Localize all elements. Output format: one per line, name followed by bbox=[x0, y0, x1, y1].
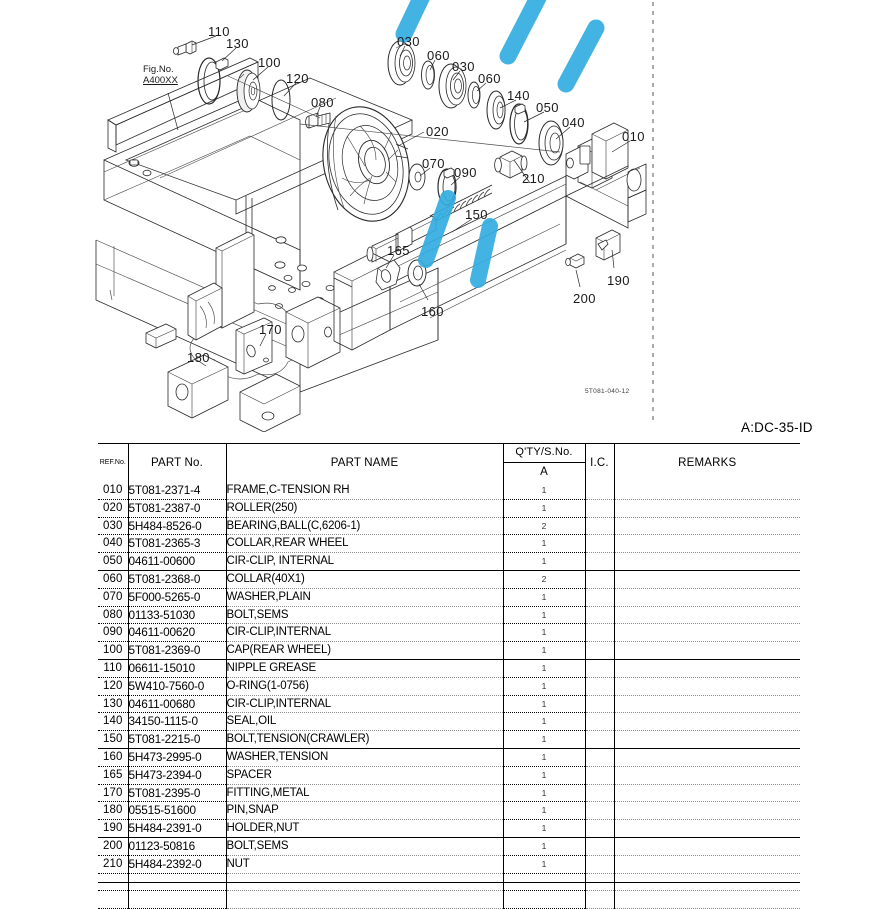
cell-qty: 1 bbox=[503, 606, 585, 624]
cell-part-name: NIPPLE GREASE bbox=[226, 659, 503, 677]
header-remarks: REMARKS bbox=[678, 456, 737, 469]
table-row[interactable] bbox=[98, 748, 800, 766]
callout-150-17: 150 bbox=[465, 207, 488, 222]
cell-part-no: 5W410-7560-0 bbox=[128, 677, 226, 695]
cell-remarks bbox=[614, 499, 800, 517]
table-row[interactable] bbox=[98, 891, 800, 909]
cell-part-name: CIR-CLIP,INTERNAL bbox=[226, 695, 503, 713]
cell-ic bbox=[585, 624, 614, 642]
callout-210-16: 210 bbox=[522, 171, 545, 186]
cell-part-no: 04611-00620 bbox=[128, 624, 226, 642]
cell-remarks bbox=[614, 677, 800, 695]
cell-ic bbox=[585, 820, 614, 838]
bolt-sems-200 bbox=[566, 254, 584, 268]
table-head bbox=[98, 443, 800, 482]
cell-ref-no: 050 bbox=[98, 553, 128, 571]
cir-clip-130 bbox=[198, 58, 228, 104]
header-ic: I.C. bbox=[585, 443, 614, 482]
cell-qty: 1 bbox=[503, 553, 585, 571]
callout-010-12: 010 bbox=[622, 129, 645, 144]
cell-qty bbox=[503, 891, 585, 909]
cell-remarks bbox=[614, 642, 800, 660]
cell-part-name: SPACER bbox=[226, 766, 503, 784]
rear-support-box bbox=[628, 190, 646, 222]
cell-ref-no: 040 bbox=[98, 535, 128, 553]
callout-060-6: 060 bbox=[427, 48, 450, 63]
table-row[interactable] bbox=[98, 802, 800, 820]
table-body bbox=[98, 482, 800, 909]
cell-part-no bbox=[128, 891, 226, 909]
cell-ref-no: 110 bbox=[98, 659, 128, 677]
cell-ic bbox=[585, 677, 614, 695]
callout-180-23: 180 bbox=[187, 350, 210, 365]
cell-ref-no: 190 bbox=[98, 820, 128, 838]
cell-remarks bbox=[614, 570, 800, 588]
table-row[interactable] bbox=[98, 837, 800, 855]
callout-060-8: 060 bbox=[478, 71, 501, 86]
cell-part-no: 5T081-2369-0 bbox=[128, 642, 226, 660]
callout-190-20: 190 bbox=[607, 273, 630, 288]
header-part-name: PART NAME bbox=[226, 443, 503, 482]
cell-ref-no: 080 bbox=[98, 606, 128, 624]
cell-part-no: 04611-00600 bbox=[128, 553, 226, 571]
cell-ic bbox=[585, 570, 614, 588]
cell-ic bbox=[585, 535, 614, 553]
cell-ref-no: 180 bbox=[98, 802, 128, 820]
table-row[interactable] bbox=[98, 517, 800, 535]
cell-remarks bbox=[614, 482, 800, 499]
cell-qty: 2 bbox=[503, 517, 585, 535]
callout-100-2: 100 bbox=[258, 55, 281, 70]
cap-rear-wheel-100 bbox=[237, 70, 260, 112]
cell-part-no: 04611-00680 bbox=[128, 695, 226, 713]
cell-ref-no: 140 bbox=[98, 713, 128, 731]
cell-ic bbox=[585, 748, 614, 766]
cell-remarks bbox=[614, 784, 800, 802]
cell-part-name: FITTING,METAL bbox=[226, 784, 503, 802]
cell-qty: 1 bbox=[503, 642, 585, 660]
cell-ref-no: 010 bbox=[98, 482, 128, 499]
diagram-linework bbox=[0, 0, 894, 432]
cell-ref-no: 060 bbox=[98, 570, 128, 588]
cell-qty: 1 bbox=[503, 677, 585, 695]
cell-ic bbox=[585, 642, 614, 660]
fitting-metal-body bbox=[286, 297, 340, 368]
cell-part-name: CIR-CLIP, INTERNAL bbox=[226, 553, 503, 571]
table-row[interactable] bbox=[98, 855, 800, 873]
callout-110-0: 110 bbox=[208, 24, 230, 39]
cell-qty: 1 bbox=[503, 499, 585, 517]
cell-remarks bbox=[614, 820, 800, 838]
table-row[interactable] bbox=[98, 553, 800, 571]
cell-part-no: 5T081-2215-0 bbox=[128, 731, 226, 749]
callout-020-13: 020 bbox=[426, 124, 449, 139]
cell-part-no: 5H484-8526-0 bbox=[128, 517, 226, 535]
cell-ref-no: 120 bbox=[98, 677, 128, 695]
table-row[interactable] bbox=[98, 713, 800, 731]
cell-qty: 1 bbox=[503, 802, 585, 820]
cell-part-no: 5T081-2387-0 bbox=[128, 499, 226, 517]
cell-part-name: FRAME,C-TENSION RH bbox=[226, 482, 503, 499]
table-row[interactable] bbox=[98, 659, 800, 677]
cell-ic bbox=[585, 499, 614, 517]
cell-ic bbox=[585, 517, 614, 535]
callout-140-9: 140 bbox=[507, 88, 530, 103]
cell-part-no: 5H484-2392-0 bbox=[128, 855, 226, 873]
cell-qty: 1 bbox=[503, 855, 585, 873]
callout-160-19: 160 bbox=[421, 304, 444, 319]
callout-130-1: 130 bbox=[226, 36, 249, 51]
cell-part-name: PIN,SNAP bbox=[226, 802, 503, 820]
cell-qty: 1 bbox=[503, 748, 585, 766]
cell-remarks bbox=[614, 748, 800, 766]
cell-remarks bbox=[614, 659, 800, 677]
cell-ref-no: 160 bbox=[98, 748, 128, 766]
cell-ref-no: 170 bbox=[98, 784, 128, 802]
cell-part-name: SEAL,OIL bbox=[226, 713, 503, 731]
cell-part-no: 5F000-5265-0 bbox=[128, 588, 226, 606]
cell-ref-no: 130 bbox=[98, 695, 128, 713]
holder-nut-190 bbox=[596, 230, 620, 260]
cell-qty: 1 bbox=[503, 713, 585, 731]
cell-ref-no: 100 bbox=[98, 642, 128, 660]
cell-remarks bbox=[614, 588, 800, 606]
fig-no-value: A400XX bbox=[143, 75, 178, 86]
cell-part-no: 01123-50816 bbox=[128, 837, 226, 855]
cell-qty: 1 bbox=[503, 695, 585, 713]
cell-ref-no: 020 bbox=[98, 499, 128, 517]
cell-ref-no: 070 bbox=[98, 588, 128, 606]
callout-170-22: 170 bbox=[259, 322, 282, 337]
cell-ref-no: 165 bbox=[98, 766, 128, 784]
cell-qty: 1 bbox=[503, 659, 585, 677]
table-row[interactable] bbox=[98, 677, 800, 695]
cell-part-no: 05515-51600 bbox=[128, 802, 226, 820]
callout-030-5: 030 bbox=[397, 34, 420, 49]
table-row[interactable] bbox=[98, 784, 800, 802]
collar-rear-wheel-040 bbox=[539, 121, 563, 165]
table-row[interactable] bbox=[98, 535, 800, 553]
cell-part-no: 5H473-2995-0 bbox=[128, 748, 226, 766]
highlight-marks bbox=[404, 0, 596, 280]
cell-ic bbox=[585, 766, 614, 784]
cell-remarks bbox=[614, 802, 800, 820]
cell-part-name: ROLLER(250) bbox=[226, 499, 503, 517]
cell-part-name: COLLAR(40X1) bbox=[226, 570, 503, 588]
cell-qty: 1 bbox=[503, 588, 585, 606]
drawing-code: 5T081-040-12 bbox=[585, 388, 630, 395]
cell-part-name: NUT bbox=[226, 855, 503, 873]
cell-part-no: 06611-15010 bbox=[128, 659, 226, 677]
cell-ic bbox=[585, 713, 614, 731]
callout-070-14: 070 bbox=[422, 156, 445, 171]
cell-remarks bbox=[614, 766, 800, 784]
cell-remarks bbox=[614, 855, 800, 873]
cell-qty: 1 bbox=[503, 624, 585, 642]
cell-remarks bbox=[614, 553, 800, 571]
cell-part-name: BOLT,SEMS bbox=[226, 606, 503, 624]
cell-ic bbox=[585, 553, 614, 571]
cell-qty: 1 bbox=[503, 820, 585, 838]
cell-ref-no: 030 bbox=[98, 517, 128, 535]
table-bottom-rule bbox=[98, 882, 800, 883]
cell-ic bbox=[585, 891, 614, 909]
cell-qty: 2 bbox=[503, 570, 585, 588]
small-bracket-lower-left bbox=[146, 324, 176, 348]
cell-ic bbox=[585, 588, 614, 606]
header-ref-no: REF.No. bbox=[99, 459, 126, 466]
fig-no-key: Fig.No. bbox=[143, 64, 174, 75]
cell-ref-no bbox=[98, 891, 128, 909]
cell-ic bbox=[585, 784, 614, 802]
table-row[interactable] bbox=[98, 642, 800, 660]
cell-qty: 1 bbox=[503, 837, 585, 855]
cell-part-no: 01133-51030 bbox=[128, 606, 226, 624]
cell-ref-no: 090 bbox=[98, 624, 128, 642]
cell-ic bbox=[585, 731, 614, 749]
cell-part-name: BEARING,BALL(C,6206-1) bbox=[226, 517, 503, 535]
parts-list-table-container bbox=[0, 432, 894, 894]
cell-ic bbox=[585, 659, 614, 677]
header-part-no: PART No. bbox=[128, 443, 226, 482]
cell-part-no: 5T081-2368-0 bbox=[128, 570, 226, 588]
exploded-parts-diagram bbox=[0, 0, 894, 435]
cell-ic bbox=[585, 695, 614, 713]
header-qty-sub: A bbox=[503, 463, 585, 483]
cell-part-name: CAP(REAR WHEEL) bbox=[226, 642, 503, 660]
cell-ic bbox=[585, 802, 614, 820]
cell-remarks bbox=[614, 695, 800, 713]
wedge-left bbox=[188, 283, 222, 340]
cell-part-name: BOLT,TENSION(CRAWLER) bbox=[226, 731, 503, 749]
seal-oil-140 bbox=[487, 91, 505, 129]
nipple-grease-110 bbox=[173, 41, 196, 55]
cell-part-no: 5T081-2365-3 bbox=[128, 535, 226, 553]
cell-part-no: 5H473-2394-0 bbox=[128, 766, 226, 784]
cell-part-name: WASHER,PLAIN bbox=[226, 588, 503, 606]
cell-part-no: 5T081-2395-0 bbox=[128, 784, 226, 802]
guide-block-lower-2 bbox=[240, 374, 300, 432]
table-row[interactable] bbox=[98, 588, 800, 606]
fig-no-label bbox=[143, 64, 178, 86]
table-row[interactable] bbox=[98, 695, 800, 713]
cell-part-name bbox=[226, 891, 503, 909]
cell-qty: 1 bbox=[503, 784, 585, 802]
cell-remarks bbox=[614, 517, 800, 535]
table-row[interactable] bbox=[98, 606, 800, 624]
cell-ic bbox=[585, 606, 614, 624]
cell-part-no: 5T081-2371-4 bbox=[128, 482, 226, 499]
cell-remarks bbox=[614, 624, 800, 642]
cell-ref-no: 150 bbox=[98, 731, 128, 749]
callout-080-4: 080 bbox=[311, 95, 334, 110]
header-qty: Q'TY/S.No. bbox=[503, 443, 585, 463]
callout-165-18: 165 bbox=[387, 243, 410, 258]
table-row[interactable] bbox=[98, 570, 800, 588]
cell-part-name: CIR-CLIP,INTERNAL bbox=[226, 624, 503, 642]
cell-qty: 1 bbox=[503, 766, 585, 784]
cell-part-name: WASHER,TENSION bbox=[226, 748, 503, 766]
callout-040-11: 040 bbox=[562, 115, 585, 130]
parts-list-table bbox=[98, 443, 800, 909]
cell-part-no: 5H484-2391-0 bbox=[128, 820, 226, 838]
cell-ref-no: 200 bbox=[98, 837, 128, 855]
cell-remarks bbox=[614, 713, 800, 731]
table-row[interactable] bbox=[98, 499, 800, 517]
callout-030-7: 030 bbox=[452, 59, 475, 74]
cell-ic bbox=[585, 837, 614, 855]
table-row[interactable] bbox=[98, 766, 800, 784]
cir-clip-050 bbox=[510, 104, 528, 144]
callout-120-3: 120 bbox=[286, 71, 309, 86]
cell-qty: 1 bbox=[503, 482, 585, 499]
cell-remarks bbox=[614, 891, 800, 909]
cell-remarks bbox=[614, 837, 800, 855]
callout-200-21: 200 bbox=[573, 291, 596, 306]
cell-part-name: COLLAR,REAR WHEEL bbox=[226, 535, 503, 553]
cell-part-no: 34150-1115-0 bbox=[128, 713, 226, 731]
cell-remarks bbox=[614, 731, 800, 749]
cell-ref-no: 210 bbox=[98, 855, 128, 873]
cell-ic bbox=[585, 482, 614, 499]
callout-090-15: 090 bbox=[454, 165, 477, 180]
cell-qty: 1 bbox=[503, 731, 585, 749]
cell-qty: 1 bbox=[503, 535, 585, 553]
page-code: A:DC-35-ID bbox=[741, 420, 813, 435]
table-row[interactable] bbox=[98, 820, 800, 838]
callout-050-10: 050 bbox=[536, 100, 559, 115]
cell-part-name: BOLT,SEMS bbox=[226, 837, 503, 855]
cell-part-name: HOLDER,NUT bbox=[226, 820, 503, 838]
table-row[interactable] bbox=[98, 482, 800, 499]
table-row[interactable] bbox=[98, 731, 800, 749]
cell-remarks bbox=[614, 535, 800, 553]
cell-ic bbox=[585, 855, 614, 873]
table-row[interactable] bbox=[98, 624, 800, 642]
cell-remarks bbox=[614, 606, 800, 624]
cell-part-name: O-RING(1-0756) bbox=[226, 677, 503, 695]
